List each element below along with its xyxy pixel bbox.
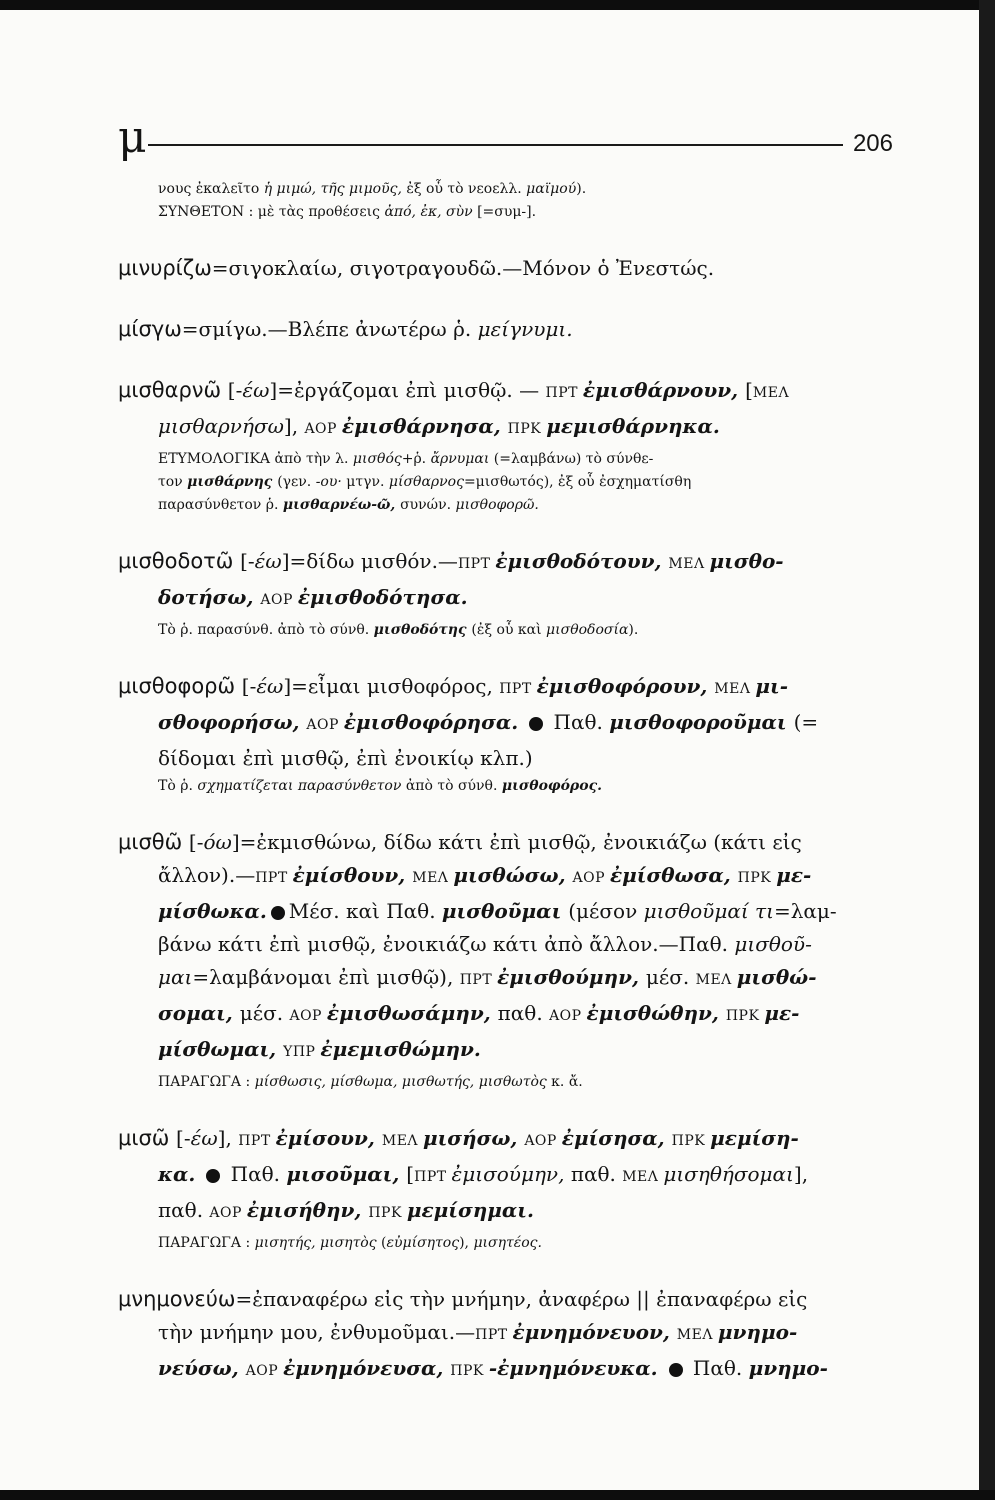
entry-text: ΠΡΚ: [450, 1363, 489, 1379]
entry-text: =σμίγω.—Βλέπε ἀνωτέρω ῥ.: [181, 317, 478, 341]
headword: μισῶ: [118, 1126, 177, 1150]
entry-text: Τὸ ῥ. παρασύνθ. ἀπὸ τὸ σύνθ.: [158, 622, 374, 638]
dictionary-entry: [118, 1122, 898, 1255]
entry-text: ΠΡΚ: [368, 1205, 407, 1221]
entry-text: ]=ἐκμισθώνω, δίδω κάτι ἐπὶ μισθῷ, ἐνοικιάζω (κάτι εἰς: [231, 830, 802, 854]
entry-text: ΑΟΡ: [572, 870, 610, 886]
entry-line: [118, 1158, 898, 1194]
entry-text: [-: [176, 1126, 191, 1150]
entry-text: [-: [241, 674, 257, 698]
entry-text: δίδομαι ἐπὶ μισθῷ, ἐπὶ ἐνοικίῳ κλπ.): [158, 746, 533, 770]
entry-text: ΜΕΛ: [752, 385, 790, 401]
entry-text: ΠΡΚ: [737, 870, 777, 886]
verb-form: ἐμίσθουν,: [292, 863, 413, 887]
entry-text: σχηματίζεται παρασύνθετον: [197, 778, 406, 794]
entry-text: (γεν.: [277, 474, 316, 490]
header-rule: [148, 144, 843, 146]
entry-text: έω: [242, 378, 270, 402]
verb-form: ἐμισθοφόρησα.: [343, 710, 526, 734]
entry-text: ΠΡΤ: [459, 972, 498, 988]
verb-form: ἐμεμισθώμην.: [320, 1037, 481, 1061]
entry-line: [118, 1283, 898, 1316]
entry-text: [: [406, 1162, 415, 1186]
entry-text: βάνω κάτι ἐπὶ μισθῷ, ἐνοικιάζω κάτι ἀπὸ ἄλλον.—Παθ.: [158, 932, 735, 956]
entry-text: μίσθαρνος: [388, 474, 464, 490]
verb-form: μισθώσω,: [453, 863, 573, 887]
verb-form: ἐμισθοδότουν,: [495, 549, 669, 573]
entry-line: [118, 313, 898, 346]
entry-text: όω: [203, 830, 232, 854]
headword: μισθοδοτῶ: [118, 549, 241, 573]
headword: μισθῶ: [118, 830, 189, 854]
verb-form: μισθοῦμαι: [441, 899, 569, 923]
verb-form: ἐμισθάρνουν,: [582, 378, 746, 402]
entry-text: (: [381, 1235, 387, 1251]
verb-form: μίσθωμαι,: [158, 1037, 284, 1061]
entry-text: μισθοδοσία: [546, 622, 629, 638]
entry-text: τὴν μνήμην μου, ἐνθυμοῦμαι.—: [158, 1320, 476, 1344]
entry-note-line: [118, 201, 898, 224]
entry-text: ἐμισούμην,: [451, 1162, 571, 1186]
entry-text: ἄρνυμαι: [430, 451, 494, 467]
entry-text: ΠΡΤ: [499, 681, 537, 697]
verb-form: μισοῦμαι,: [286, 1162, 407, 1186]
entry-text: μισητής, μισητὸς: [254, 1235, 382, 1251]
entry-text: ΑΟΡ: [289, 1008, 327, 1024]
entry-line: [118, 1033, 898, 1069]
entry-text: ),: [459, 1235, 474, 1251]
verb-form: σθοφορήσω,: [158, 710, 307, 734]
verb-form: νεύσω,: [158, 1356, 246, 1380]
entry-note-line: [118, 471, 898, 494]
entry-line: [118, 252, 898, 285]
entry-line: [118, 826, 898, 859]
entry-line: [118, 859, 898, 895]
entry-note-line: [118, 1232, 898, 1255]
dictionary-entry: [118, 670, 898, 798]
page-edge-right: [979, 0, 995, 1500]
entry-text: κ. ἄ.: [551, 1074, 583, 1090]
entry-text: μέσ.: [239, 1001, 290, 1025]
entry-text: ἀπὸ τὸ σύνθ.: [405, 778, 502, 794]
entry-text: [-: [188, 830, 204, 854]
verb-form: σομαι,: [158, 1001, 240, 1025]
entry-text: μισητέος.: [473, 1235, 542, 1251]
entry-text: μέσ.: [645, 965, 696, 989]
verb-form: μνημο-: [748, 1356, 828, 1380]
entry-line: [118, 670, 898, 706]
entry-line: [118, 545, 898, 581]
verb-form: μεμίση-: [710, 1126, 799, 1150]
entry-text: μισηθήσομαι: [663, 1162, 794, 1186]
entry-text: νους ἐκαλεῖτο: [158, 181, 264, 197]
entry-text: ΑΟΡ: [304, 421, 342, 437]
entry-line: [118, 1122, 898, 1158]
entry-text: =λαμ-: [773, 899, 837, 923]
headword: μινυρίζω: [118, 256, 212, 280]
entry-text: Παθ.: [686, 1356, 749, 1380]
bullet-icon: [529, 717, 543, 731]
verb-form: ἐμισήθην,: [246, 1198, 369, 1222]
entry-text: ΥΠΡ: [283, 1044, 321, 1060]
verb-form: ἐμισθούμην,: [497, 965, 646, 989]
entry-text: ).: [628, 622, 639, 638]
entry-text: [=συμ-].: [477, 204, 537, 220]
entry-text: ΑΟΡ: [306, 717, 344, 733]
dictionary-entry: [118, 545, 898, 642]
headword: μισθοφορῶ: [118, 674, 242, 698]
verb-form: μεμίσημαι.: [406, 1198, 534, 1222]
entry-text: ],: [217, 1126, 239, 1150]
entry-text: μαϊμού: [526, 181, 577, 197]
entry-line: [118, 961, 898, 997]
verb-form: ἐμνημόνευον,: [512, 1320, 677, 1344]
verb-form: με-: [764, 1001, 800, 1025]
entry-text: Παθ.: [224, 1162, 287, 1186]
entry-text: Μέσ. καὶ Παθ.: [288, 899, 442, 923]
entry-text: ΜΕΛ: [714, 681, 756, 697]
entry-text: μίσθωσις, μίσθωμα, μισθωτής, μισθωτὸς: [254, 1074, 552, 1090]
entry-text: (ἐξ οὗ καὶ: [471, 622, 547, 638]
dictionary-entry: [118, 178, 898, 224]
entry-text: ΠΡΤ: [475, 1327, 513, 1343]
entry-text: ΠΡΤ: [238, 1133, 276, 1149]
entry-line: [118, 1316, 898, 1352]
entry-text: έω: [256, 674, 284, 698]
entry-text: τον: [158, 474, 188, 490]
entry-line: [118, 581, 898, 617]
entry-text: μισθοφορῶ.: [455, 497, 539, 513]
dictionary-entry: [118, 826, 898, 1094]
headword: μίσγω: [118, 317, 182, 341]
entry-text: ]=δίδω μισθόν.—: [281, 549, 458, 573]
entry-note-line: [118, 494, 898, 517]
verb-form: ἐμισθοδότησα.: [297, 585, 468, 609]
entry-note-line: [118, 619, 898, 642]
entry-text: ΠΡΤ: [255, 870, 293, 886]
entry-text: έω: [190, 1126, 218, 1150]
entry-text: ΠΡΚ: [671, 1133, 711, 1149]
entry-text: παρασύνθετον ῥ.: [158, 497, 283, 513]
entry-text: ΠΡΤ: [414, 1169, 452, 1185]
entry-text: ΑΟΡ: [245, 1363, 284, 1379]
verb-form: ἐμισθοφόρουν,: [536, 674, 715, 698]
entry-text: ΑΟΡ: [549, 1008, 587, 1024]
page-number: 206: [852, 130, 893, 157]
running-head: [118, 112, 893, 168]
entry-text: ΑΟΡ: [209, 1205, 247, 1221]
entry-text: =λαμβάνομαι ἐπὶ μισθῷ),: [192, 965, 460, 989]
entry-line: [118, 997, 898, 1033]
section-letter: μ: [118, 112, 147, 163]
entry-text: ἀπό, ἐκ, σὺν: [384, 204, 478, 220]
entry-text: [-: [227, 378, 243, 402]
entry-line: [118, 1352, 898, 1388]
entry-text: μτγν.: [346, 474, 389, 490]
verb-form: μισθοφοροῦμαι: [609, 710, 794, 734]
entry-text: =μισθωτός), ἐξ οὗ ἐσχηματίσθη: [463, 474, 692, 490]
entry-text: παθ.: [570, 1162, 623, 1186]
entry-text: ΣΥΝΘΕΤΟΝ : μὲ τὰς προθέσεις: [158, 204, 385, 220]
verb-form: ἐμισθωσάμην,: [326, 1001, 498, 1025]
entry-text: ],: [793, 1162, 809, 1186]
entry-text: ΠΡΚ: [507, 421, 547, 437]
entry-text: ΠΡΤ: [457, 556, 496, 572]
verb-form: ἐμισθάρνησα,: [341, 414, 508, 438]
verb-form: ἐμίσησα,: [561, 1126, 672, 1150]
entry-text: Τὸ ῥ.: [158, 778, 198, 794]
entry-text: μείγνυμι.: [477, 317, 573, 341]
entry-text: =σιγοκλαίω, σιγοτραγουδῶ.—Μόνον ὁ Ἐνεστώς.: [211, 256, 715, 280]
dictionary-entry: [118, 1283, 898, 1388]
verb-form: ἐμίσουν,: [275, 1126, 382, 1150]
entry-text: ΑΟΡ: [524, 1133, 562, 1149]
entry-line: [118, 1194, 898, 1230]
entry-text: ΜΕΛ: [622, 1169, 664, 1185]
entry-line: [118, 706, 898, 742]
dictionary-entries: [118, 178, 898, 1416]
entry-note-line: [118, 178, 898, 201]
verb-form: μισθάρνης: [187, 474, 278, 490]
entry-text: [: [745, 378, 753, 402]
entry-text: συνών.: [400, 497, 456, 513]
verb-form: μισθώ-: [736, 965, 817, 989]
bullet-icon: [669, 1363, 683, 1377]
verb-form: μι-: [755, 674, 789, 698]
entry-text: Παθ.: [547, 710, 610, 734]
entry-text: -ου·: [315, 474, 347, 490]
verb-form: ἐμνημόνευσα,: [283, 1356, 451, 1380]
verb-form: ἐμίσθωσα,: [610, 863, 738, 887]
verb-form: μισθο-: [709, 549, 784, 573]
entry-note-line: [118, 775, 898, 798]
entry-text: [-: [240, 549, 255, 573]
bullet-icon: [271, 906, 285, 920]
headword: μνημονεύω: [118, 1287, 236, 1311]
entry-text: ΠΡΤ: [545, 385, 583, 401]
entry-text: ἐξ οὗ τὸ νεοελλ.: [406, 181, 527, 197]
verb-form: μνημο-: [717, 1320, 798, 1344]
page-edge-bottom: [0, 1490, 995, 1500]
verb-form: μισθοδότης: [373, 622, 472, 638]
entry-text: ΠΑΡΑΓΩΓΑ :: [158, 1235, 255, 1251]
entry-text: ΠΡΚ: [725, 1008, 765, 1024]
entry-text: (=λαμβάνω) τὸ σύνθε-: [493, 451, 654, 467]
verb-form: ἐμισθώθην,: [586, 1001, 726, 1025]
entry-text: ΜΕΛ: [695, 972, 737, 988]
dictionary-entry: [118, 313, 898, 346]
entry-line: [118, 742, 898, 775]
entry-line: [118, 895, 898, 928]
entry-line: [118, 928, 898, 961]
entry-line: [118, 410, 898, 446]
entry-text: ]=ἐργάζομαι ἐπὶ μισθῷ. —: [269, 378, 546, 402]
entry-text: μισθοῦμαί τι: [643, 899, 774, 923]
entry-text: =ἐπαναφέρω εἰς τὴν μνήμην, ἀναφέρω || ἐπαναφέρω εἰς: [235, 1287, 808, 1311]
entry-text: μισθαρνήσω: [158, 414, 284, 438]
entry-text: παθ.: [497, 1001, 550, 1025]
entry-text: μισθοῦ-: [734, 932, 812, 956]
verb-form: μισήσω,: [422, 1126, 525, 1150]
verb-form: με-: [776, 863, 812, 887]
entry-text: +ῥ.: [401, 451, 431, 467]
entry-note-line: [118, 1071, 898, 1094]
page-edge-top: [0, 0, 995, 10]
bullet-icon: [206, 1169, 220, 1183]
entry-text: μιμώ,: [276, 181, 321, 197]
entry-text: ΜΕΛ: [668, 556, 710, 572]
entry-text: ],: [283, 414, 305, 438]
entry-text: τῆς μιμοῦς,: [320, 181, 407, 197]
verb-form: μισθοφόρος.: [501, 778, 602, 794]
entry-text: ΜΕΛ: [412, 870, 454, 886]
entry-text: ΕΤΥΜΟΛΟΓΙΚΑ ἀπὸ τὴν λ.: [158, 451, 353, 467]
entry-text: ἡ: [263, 181, 277, 197]
entry-text: παθ.: [158, 1198, 210, 1222]
entry-text: έω: [254, 549, 282, 573]
entry-text: ).: [576, 181, 587, 197]
verb-form: -ἐμνημόνευκα.: [488, 1356, 665, 1380]
entry-text: (=: [793, 710, 819, 734]
verb-form: μεμισθάρνηκα.: [546, 414, 720, 438]
verb-form: κα.: [158, 1162, 203, 1186]
entry-text: (μέσον: [568, 899, 644, 923]
entry-text: ΜΕΛ: [381, 1133, 423, 1149]
entry-note-line: [118, 448, 898, 471]
verb-form: δοτήσω,: [158, 585, 261, 609]
verb-form: μίσθωκα.: [158, 899, 267, 923]
entry-text: εὐμίσητος: [386, 1235, 460, 1251]
entry-text: ΑΟΡ: [260, 592, 298, 608]
dictionary-entry: [118, 374, 898, 517]
entry-text: μισθός: [352, 451, 402, 467]
entry-text: ἄλλον).—: [158, 863, 256, 887]
headword: μισθαρνῶ: [118, 378, 228, 402]
entry-text: μαι: [158, 965, 193, 989]
entry-text: ΠΑΡΑΓΩΓΑ :: [158, 1074, 255, 1090]
entry-text: ]=εἶμαι μισθοφόρος,: [283, 674, 500, 698]
dictionary-entry: [118, 252, 898, 285]
verb-form: μισθαρνέω-ῶ,: [282, 497, 401, 513]
entry-text: ΜΕΛ: [676, 1327, 718, 1343]
entry-line: [118, 374, 898, 410]
